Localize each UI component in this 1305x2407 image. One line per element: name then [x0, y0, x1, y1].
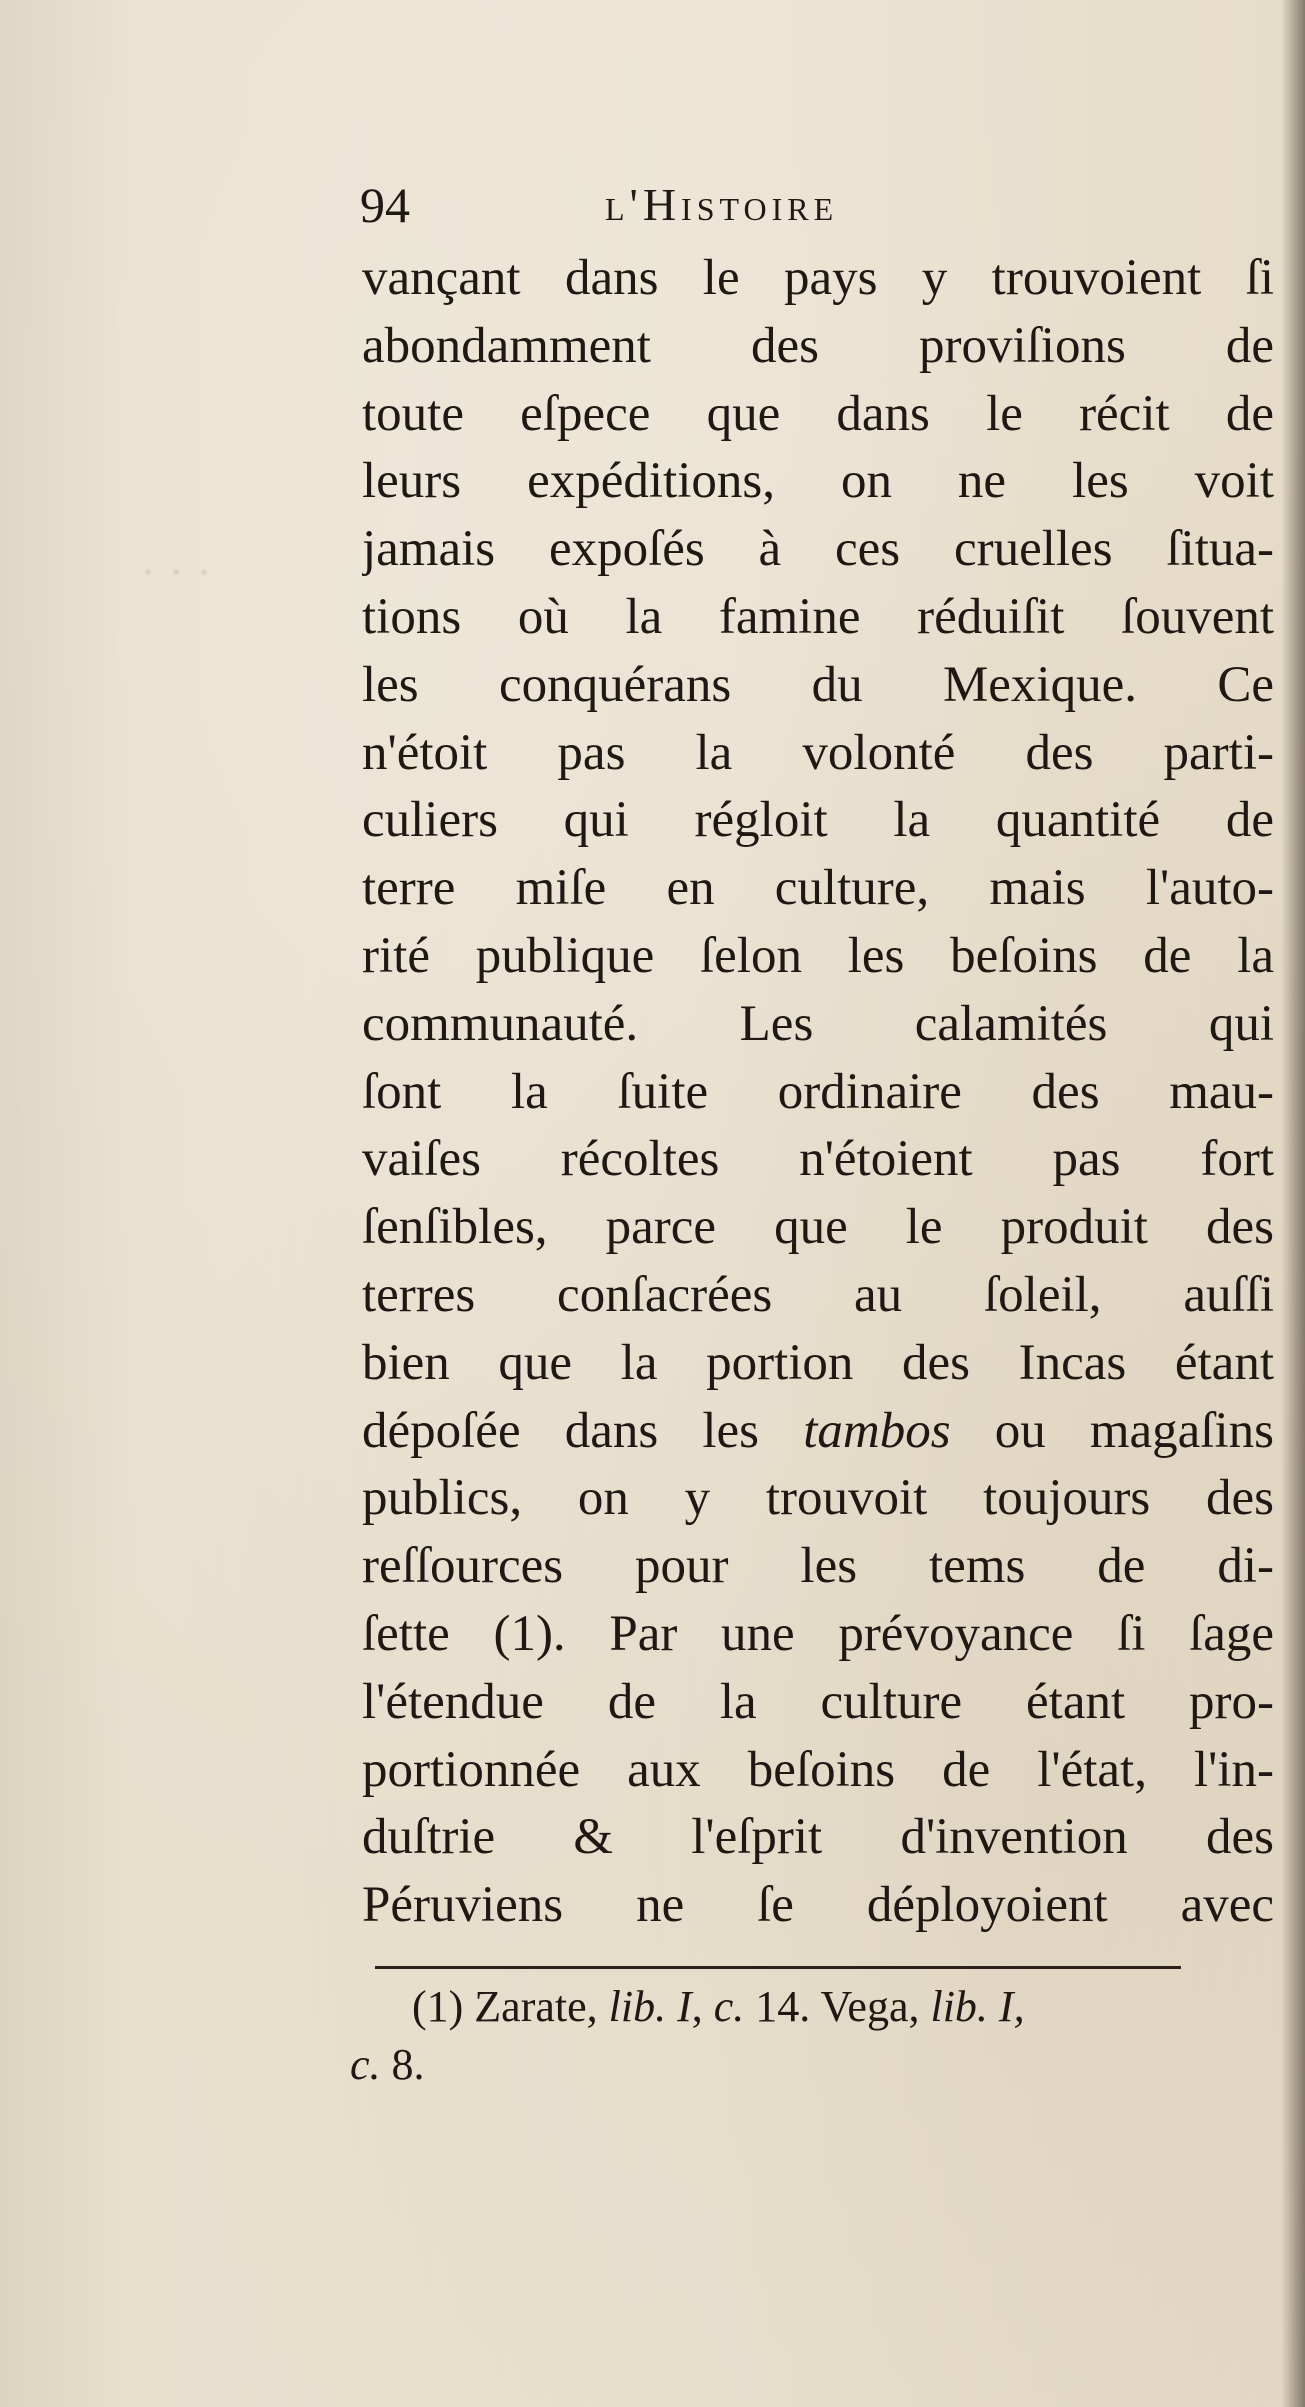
footnote-line [350, 1978, 1280, 2036]
text-line: les conquérans du Mexique. Ce [362, 656, 1274, 713]
text-line-with-italic [362, 1398, 1274, 1466]
text-line: communauté. Les calamités qui [362, 995, 1274, 1052]
text-line: abondamment des proviſions de [362, 317, 1274, 374]
text-line: Péruviens ne ſe déployoient avec [362, 1877, 1274, 1934]
text-line: jamais expoſés à ces cruelles ſitua- [362, 521, 1274, 578]
footnote-ref: lib. I, [930, 1982, 1025, 2031]
footnote-author: Vega, [820, 1982, 920, 2031]
page-header [360, 170, 1260, 240]
footnote-marker: (1) Zarate, [412, 1982, 598, 2031]
footnote-ref: c. [350, 2040, 381, 2089]
text-line: portionnée aux beſoins de l'état, l'in- [362, 1741, 1274, 1798]
text-line: ſette (1). Par une prévoyance ſi ſage [362, 1605, 1274, 1662]
text-line: bien que la portion des Incas étant [362, 1334, 1274, 1391]
footnote-sep: , [691, 1982, 703, 2031]
footnote-num: 14. [755, 1982, 811, 2031]
text-line: leurs expéditions, on ne les voit [362, 453, 1274, 510]
text-segment: dépoſée dans les [362, 1402, 760, 1459]
italic-term: tambos [803, 1402, 951, 1459]
footnote-ref: lib. I [608, 1982, 692, 2031]
text-line: vançant dans le pays y trouvoient ſi [362, 250, 1274, 306]
page-number: 94 [360, 177, 410, 233]
footnote-ref: c. [713, 1982, 745, 2031]
text-line: vaiſes récoltes n'étoient pas fort [362, 1131, 1274, 1188]
text-line: ſont la ſuite ordinaire des mau- [362, 1063, 1274, 1120]
text-segment: ou magaſins [994, 1402, 1274, 1459]
footnote-line [350, 2036, 1280, 2094]
text-line: terres conſacrées au ſoleil, auſſi [362, 1266, 1274, 1323]
footnote-num: 8. [391, 2040, 425, 2089]
text-line: publics, on y trouvoit toujours des [362, 1470, 1274, 1527]
text-line: n'étoit pas la volonté des parti- [362, 724, 1274, 781]
show-through-text: · · · [140, 546, 212, 599]
text-line: terre miſe en culture, mais l'auto- [362, 860, 1274, 917]
text-line: l'étendue de la culture étant pro- [362, 1673, 1274, 1730]
text-line: culiers qui régloit la quantité de [362, 792, 1274, 849]
text-line: toute eſpece que dans le récit de [362, 385, 1274, 442]
body-text [362, 245, 1274, 1940]
footnote-rule [375, 1966, 1181, 1969]
text-line: tions où la famine réduiſit ſouvent [362, 588, 1274, 645]
text-line: duſtrie & l'eſprit d'invention des [362, 1809, 1274, 1866]
text-line: rité publique ſelon les beſoins de la [362, 927, 1274, 984]
page-edge-shadow [1281, 0, 1305, 2407]
footnote [350, 1978, 1280, 2094]
running-title: l'Histoire [605, 179, 839, 230]
text-line: reſſources pour les tems de di- [362, 1538, 1274, 1595]
text-line: ſenſibles, parce que le produit des [362, 1199, 1274, 1256]
